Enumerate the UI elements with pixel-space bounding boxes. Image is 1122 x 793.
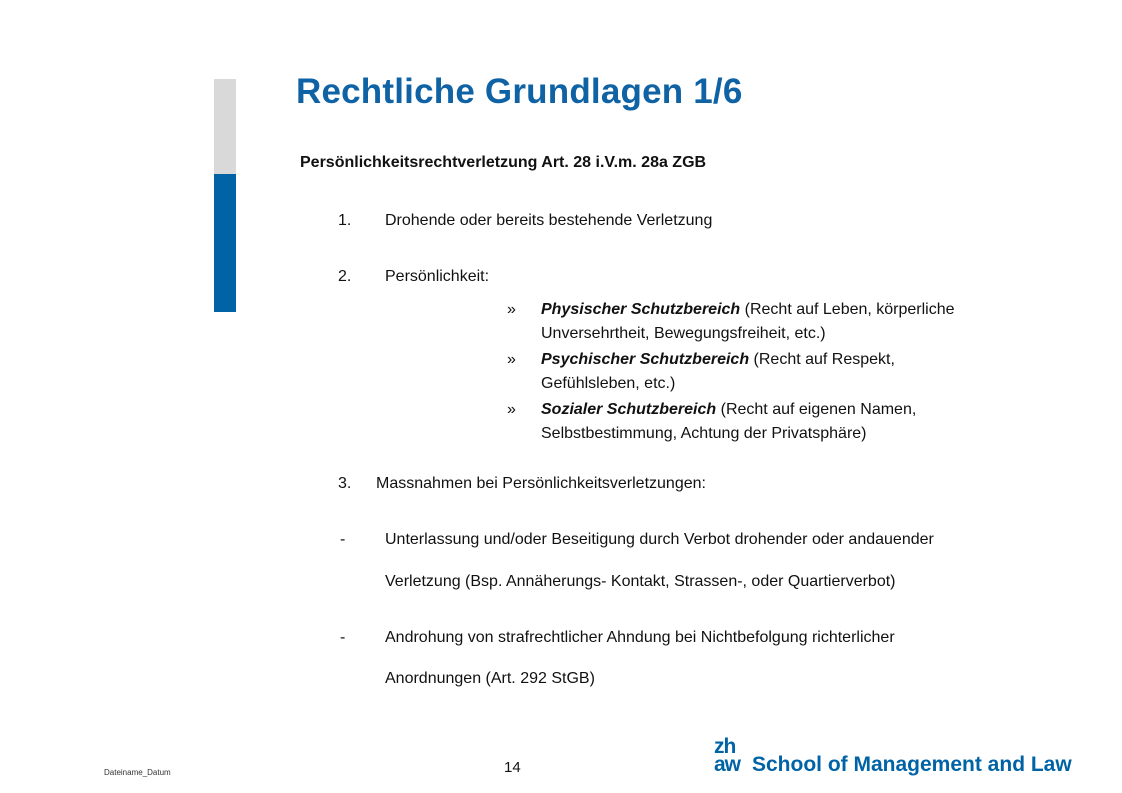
- item1-number: 1.: [338, 212, 352, 229]
- bullet-line2: Gefühlsleben, etc.): [541, 375, 676, 392]
- bullet-marker: »: [507, 401, 516, 418]
- item2-text: Persönlichkeit:: [385, 268, 490, 285]
- logo-aw: aw: [714, 753, 741, 776]
- dash2-line1: Androhung von strafrechtlicher Ahndung bei Nichtbefolgung richterlicher: [385, 629, 895, 646]
- dash2-marker: -: [340, 629, 346, 646]
- item1-text: Drohende oder bereits bestehende Verletzung: [385, 212, 713, 229]
- item2-number: 2.: [338, 268, 352, 285]
- bullet-marker: »: [507, 301, 516, 318]
- logo-school-name: School of Management and Law: [752, 753, 1072, 776]
- bullet-line2: Unversehrtheit, Bewegungsfreiheit, etc.): [541, 325, 826, 342]
- item3-text: Massnahmen bei Persönlichkeitsverletzungen:: [376, 475, 706, 492]
- page-title: Rechtliche Grundlagen 1/6: [296, 72, 743, 111]
- logo-zh: zh: [714, 735, 736, 758]
- dash1-line1: Unterlassung und/oder Beseitigung durch Verbot drohender oder andauender: [385, 531, 934, 548]
- page-number: 14: [504, 759, 521, 776]
- item3-number: 3.: [338, 475, 352, 492]
- bullet-head: Psychischer Schutzbereich: [541, 351, 750, 368]
- bullet-psychischer: [541, 348, 1061, 396]
- bullet-line1-rest: (Recht auf Respekt,: [749, 351, 895, 368]
- accent-bar-blue: [214, 174, 236, 312]
- bullet-head: Physischer Schutzbereich: [541, 301, 741, 318]
- bullet-sozialer: [541, 398, 1061, 446]
- subtitle: Persönlichkeitsrechtverletzung Art. 28 i.V.m. 28a ZGB: [300, 154, 707, 171]
- dash2-line2: Anordnungen (Art. 292 StGB): [385, 670, 595, 687]
- bullet-physischer: [541, 298, 1061, 346]
- footer-filename: Dateiname_Datum: [104, 768, 171, 777]
- bullet-head: Sozialer Schutzbereich: [541, 401, 717, 418]
- dash1-line2: Verletzung (Bsp. Annäherungs- Kontakt, Strassen-, oder Quartierverbot): [385, 573, 896, 590]
- bullet-line1-rest: (Recht auf Leben, körperliche: [740, 301, 955, 318]
- bullet-marker: »: [507, 351, 516, 368]
- bullet-line1-rest: (Recht auf eigenen Namen,: [716, 401, 917, 418]
- dash1-marker: -: [340, 531, 346, 548]
- accent-bar-grey: [214, 79, 236, 174]
- bullet-line2: Selbstbestimmung, Achtung der Privatsphäre): [541, 425, 867, 442]
